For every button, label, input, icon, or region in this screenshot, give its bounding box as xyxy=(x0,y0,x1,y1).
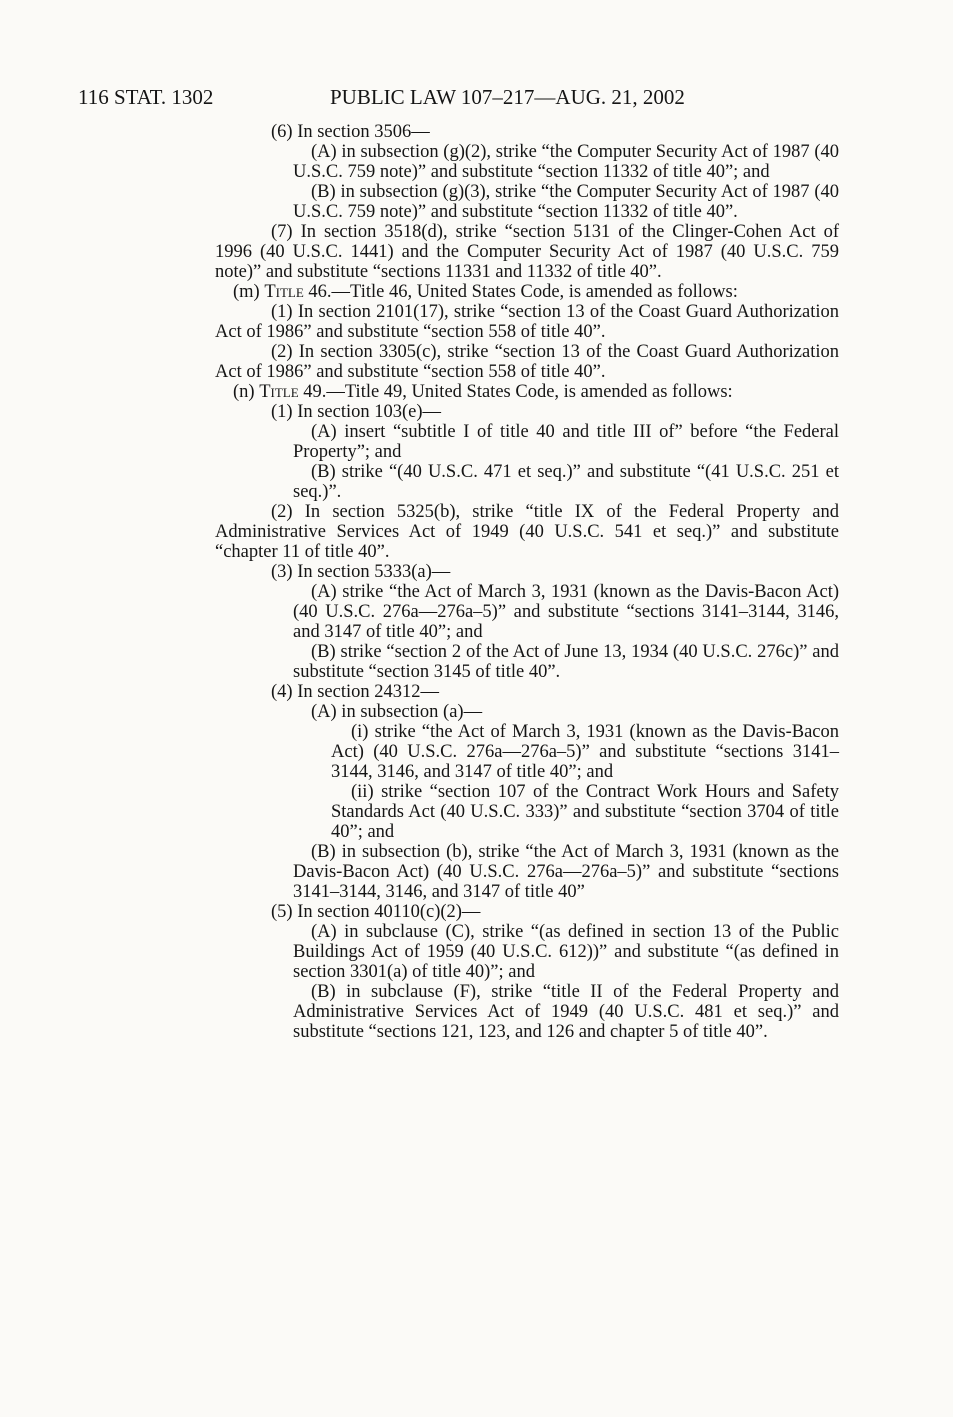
public-law-title: PUBLIC LAW 107–217—AUG. 21, 2002 xyxy=(330,85,685,109)
document-body xyxy=(215,122,839,1042)
paragraph-n-5: (5) In section 40110(c)(2)— xyxy=(271,902,481,922)
paragraph-n-1-b: (B) strike “(40 U.S.C. 471 et seq.)” and substitute “(41 U.S.C. 251 et seq.)”. xyxy=(293,462,839,502)
paragraph-6-a: (A) in subsection (g)(2), strike “the Computer Security Act of 1987 (40 U.S.C. 759 note)” and substitute “section 11332 of title 40”; and xyxy=(293,142,839,182)
subsection-n-label: (n) xyxy=(233,382,260,402)
subsection-m-title: Title 46. xyxy=(264,282,332,302)
statute-citation: 116 STAT. 1302 xyxy=(78,85,214,109)
paragraph-n-4-a-ii: (ii) strike “section 107 of the Contract Work Hours and Safety Standards Act (40 U.S.C. 333)” and substitute “section 3704 of title 40”; and xyxy=(331,782,839,842)
paragraph-n-2: (2) In section 5325(b), strike “title IX of the Federal Property and Administrative Services Act of 1949 (40 U.S.C. 541 et seq.)” and substitute “chapter 11 of title 40”. xyxy=(215,502,839,562)
paragraph-7: (7) In section 3518(d), strike “section 5131 of the Clinger-Cohen Act of 1996 (40 U.S.C. 1441) and the Computer Security Act of 1987 (40 U.S.C. 759 note)” and substitute “sections 11331 and 11332 of title 40”. xyxy=(215,222,839,282)
paragraph-m-1: (1) In section 2101(17), strike “section 13 of the Coast Guard Authorization Act of 1986” and substitute “section 558 of title 40”. xyxy=(215,302,839,342)
paragraph-6: (6) In section 3506— xyxy=(271,122,430,142)
paragraph-n-4-a: (A) in subsection (a)— xyxy=(311,702,483,722)
paragraph-n-1-a: (A) insert “subtitle I of title 40 and title III of” before “the Federal Property”; and xyxy=(293,422,839,462)
paragraph-n-5-b: (B) in subclause (F), strike “title II of the Federal Property and Administrative Services Act of 1949 (40 U.S.C. 481 et seq.)” and substitute “sections 121, 123, and 126 and chapter 5 of title 40”. xyxy=(293,982,839,1042)
paragraph-n-3-b: (B) strike “section 2 of the Act of June 13, 1934 (40 U.S.C. 276c)” and substitute “section 3145 of title 40”. xyxy=(293,642,839,682)
paragraph-n-3: (3) In section 5333(a)— xyxy=(271,562,451,582)
subsection-m-text: —Title 46, United States Code, is amended as follows: xyxy=(331,282,738,302)
paragraph-n-3-a: (A) strike “the Act of March 3, 1931 (known as the Davis-Bacon Act) (40 U.S.C. 276a—276a–5)” and substitute “sections 3141–3144, 3146, and 3147 of title 40”; and xyxy=(293,582,839,642)
paragraph-n-1: (1) In section 103(e)— xyxy=(271,402,442,422)
paragraph-n-4: (4) In section 24312— xyxy=(271,682,440,702)
paragraph-n-4-b: (B) in subsection (b), strike “the Act of March 3, 1931 (known as the Davis-Bacon Act) (40 U.S.C. 276a—276a–5)” and substitute “sections 3141–3144, 3146, and 3147 of title 40” xyxy=(293,842,839,902)
page-header xyxy=(78,82,758,112)
subsection-n-title: Title 49. xyxy=(259,382,327,402)
subsection-m-label: (m) xyxy=(233,282,265,302)
paragraph-n-5-a: (A) in subclause (C), strike “(as defined in section 13 of the Public Buildings Act of 1959 (40 U.S.C. 612))” and substitute “(as defined in section 3301(a) of title 40)”; and xyxy=(293,922,839,982)
subsection-m-heading xyxy=(215,282,839,302)
paragraph-n-4-a-i: (i) strike “the Act of March 3, 1931 (known as the Davis-Bacon Act) (40 U.S.C. 276a—276a–5)” and substitute “sections 3141–3144, 3146, and 3147 of title 40”; and xyxy=(331,722,839,782)
subsection-n-heading xyxy=(215,382,839,402)
subsection-n-text: —Title 49, United States Code, is amended as follows: xyxy=(326,382,733,402)
paragraph-m-2: (2) In section 3305(c), strike “section 13 of the Coast Guard Authorization Act of 1986” and substitute “section 558 of title 40”. xyxy=(215,342,839,382)
paragraph-6-b: (B) in subsection (g)(3), strike “the Computer Security Act of 1987 (40 U.S.C. 759 note)” and substitute “section 11332 of title 40”. xyxy=(293,182,839,222)
